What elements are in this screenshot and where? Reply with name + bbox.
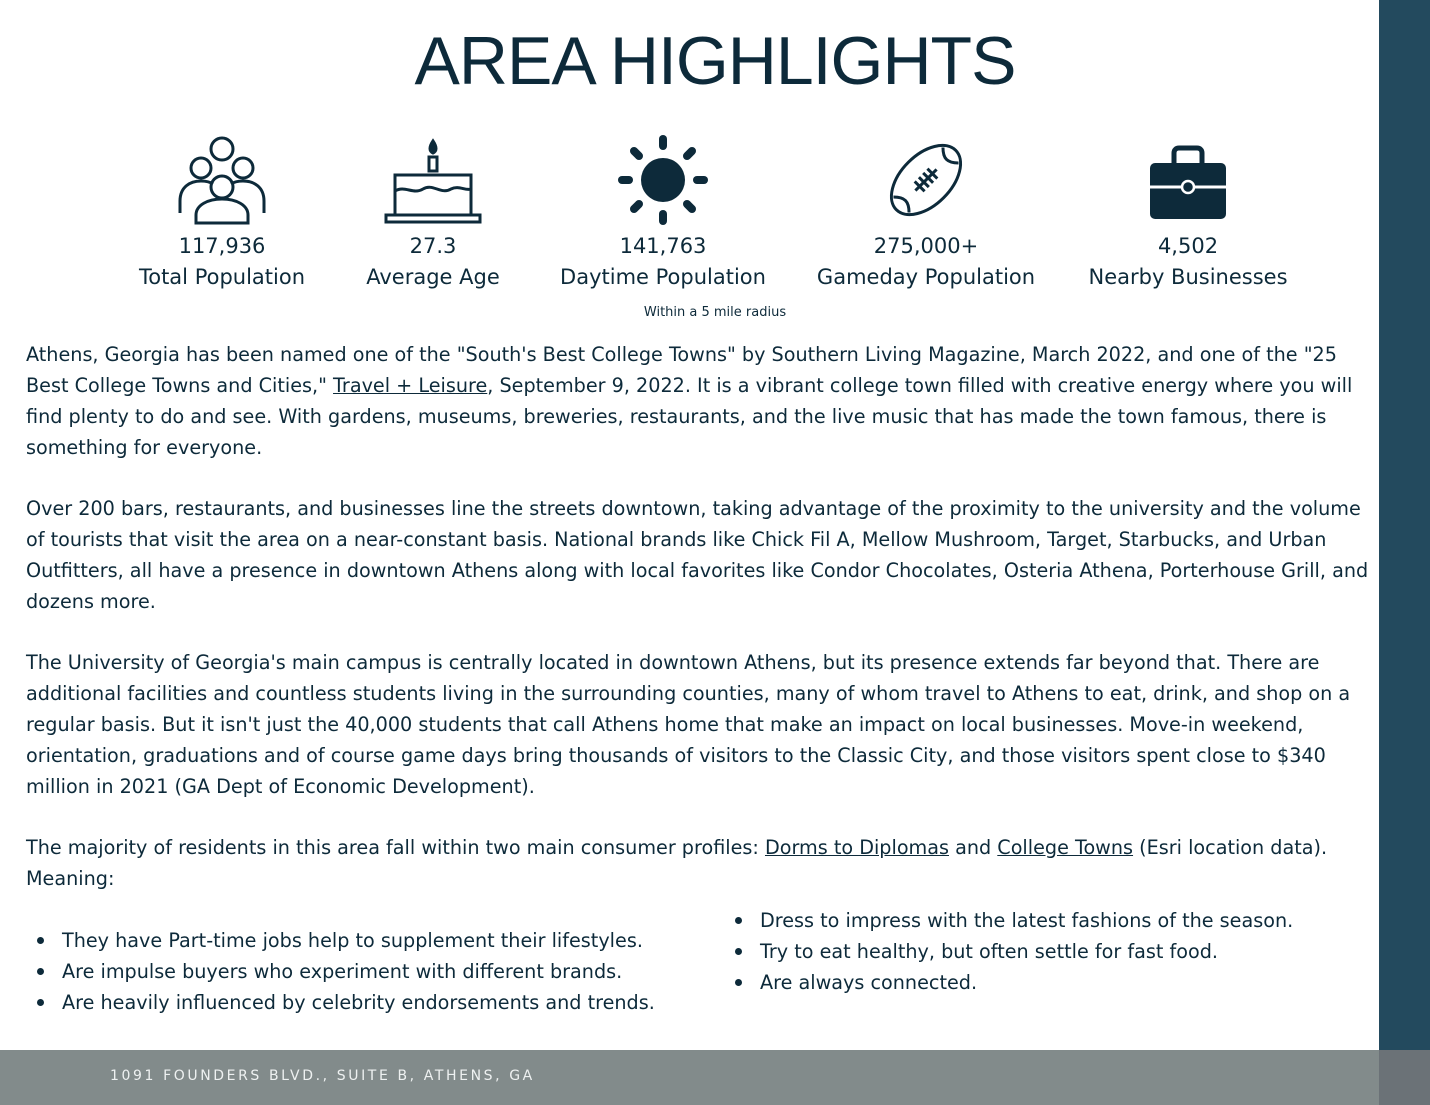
briefcase-icon [1068,135,1308,225]
list-item: They have Part-time jobs help to supplement their lifestyles. [26,925,655,956]
football-icon [806,135,1046,225]
stat-nearby-businesses [1068,135,1308,291]
paragraph-4-and: and [949,836,998,859]
stat-value: 27.3 [409,234,457,258]
stat-value: 275,000+ [873,234,979,258]
paragraph-1-text: Athens, Georgia has been named one of the "South's Best College Towns" by Southern Living Magazine, March 2022, and one of the "25 Best College Towns and Cities," [26,343,1337,397]
paragraph-3: The University of Georgia's main campus is centrally located in downtown Athens, but its presence extends far beyond that. There are additional facilities and countless students living in the surrounding counties, many of whom travel to Athens to eat, drink, and shop on a regular basis. But it isn't just the 40,000 students that call Athens home that make an impact on local businesses. Move-in weekend, orientation, graduations and of course game days bring thousands of visitors to the Classic City, and those visitors spent close to $340 million in 2021 (GA Dept of Economic Development). [26,651,1351,798]
list-item: Are always connected. [724,967,1293,998]
people-group-icon [102,135,342,225]
list-item: Are impulse buyers who experiment with different brands. [26,956,655,987]
stat-average-age [313,135,553,291]
dorms-to-diplomas-link[interactable]: Dorms to Diplomas [764,836,949,859]
birthday-cake-icon [313,135,553,225]
footer-address: 1091 FOUNDERS BLVD., SUITE B, ATHENS, GA [110,1068,535,1084]
paragraph-4-text-end: (Esri location data). Meaning: [26,836,1328,890]
footer [0,1050,1430,1105]
stat-value: 117,936 [178,234,266,258]
footer-corner [1379,1050,1430,1105]
stat-gameday-population [806,135,1046,291]
radius-note: Within a 5 mile radius [643,305,787,320]
body-text [26,339,1376,924]
right-side-bar [1379,0,1430,1050]
stat-label: Average Age [366,265,500,289]
stat-daytime-population [543,135,783,291]
travel-leisure-link[interactable]: Travel + Leisure [333,374,488,397]
bullet-list-right [724,905,1293,998]
paragraph-4 [26,832,1376,894]
stat-label: Gameday Population [816,265,1036,289]
stat-value: 141,763 [619,234,707,258]
stat-label: Total Population [138,265,306,289]
bullet-list-left [26,925,655,1018]
stat-label: Daytime Population [560,265,766,289]
list-item: Are heavily influenced by celebrity endorsements and trends. [26,987,655,1018]
stat-label: Nearby Businesses [1088,265,1288,289]
page-title: AREA HIGHLIGHTS [414,23,1016,99]
list-item: Try to eat healthy, but often settle for fast food. [724,936,1293,967]
sun-icon [543,135,783,225]
stat-value: 4,502 [1157,234,1219,258]
paragraph-2: Over 200 bars, restaurants, and businesses line the streets downtown, taking advantage of the proximity to the university and the volume of tourists that visit the area on a near-constant basis. National brands like Chick Fil A, Mellow Mushroom, Target, Starbucks, and Urban Outfitters, all have a presence in downtown Athens along with local favorites like Condor Chocolates, Osteria Athena, Porterhouse Grill, and dozens more. [26,497,1369,613]
paragraph-1 [26,339,1376,463]
paragraph-1-text-end: , September 9, 2022. It is a vibrant college town filled with creative energy where you will find plenty to do and see. With gardens, museums, breweries, restaurants, and the live music that has made the town famous, there is something for everyone. [26,374,1353,459]
list-item: Dress to impress with the latest fashions of the season. [724,905,1293,936]
paragraph-4-text: The majority of residents in this area fall within two main consumer profiles: [26,836,765,859]
stat-total-population [102,135,342,291]
college-towns-link[interactable]: College Towns [997,836,1134,859]
